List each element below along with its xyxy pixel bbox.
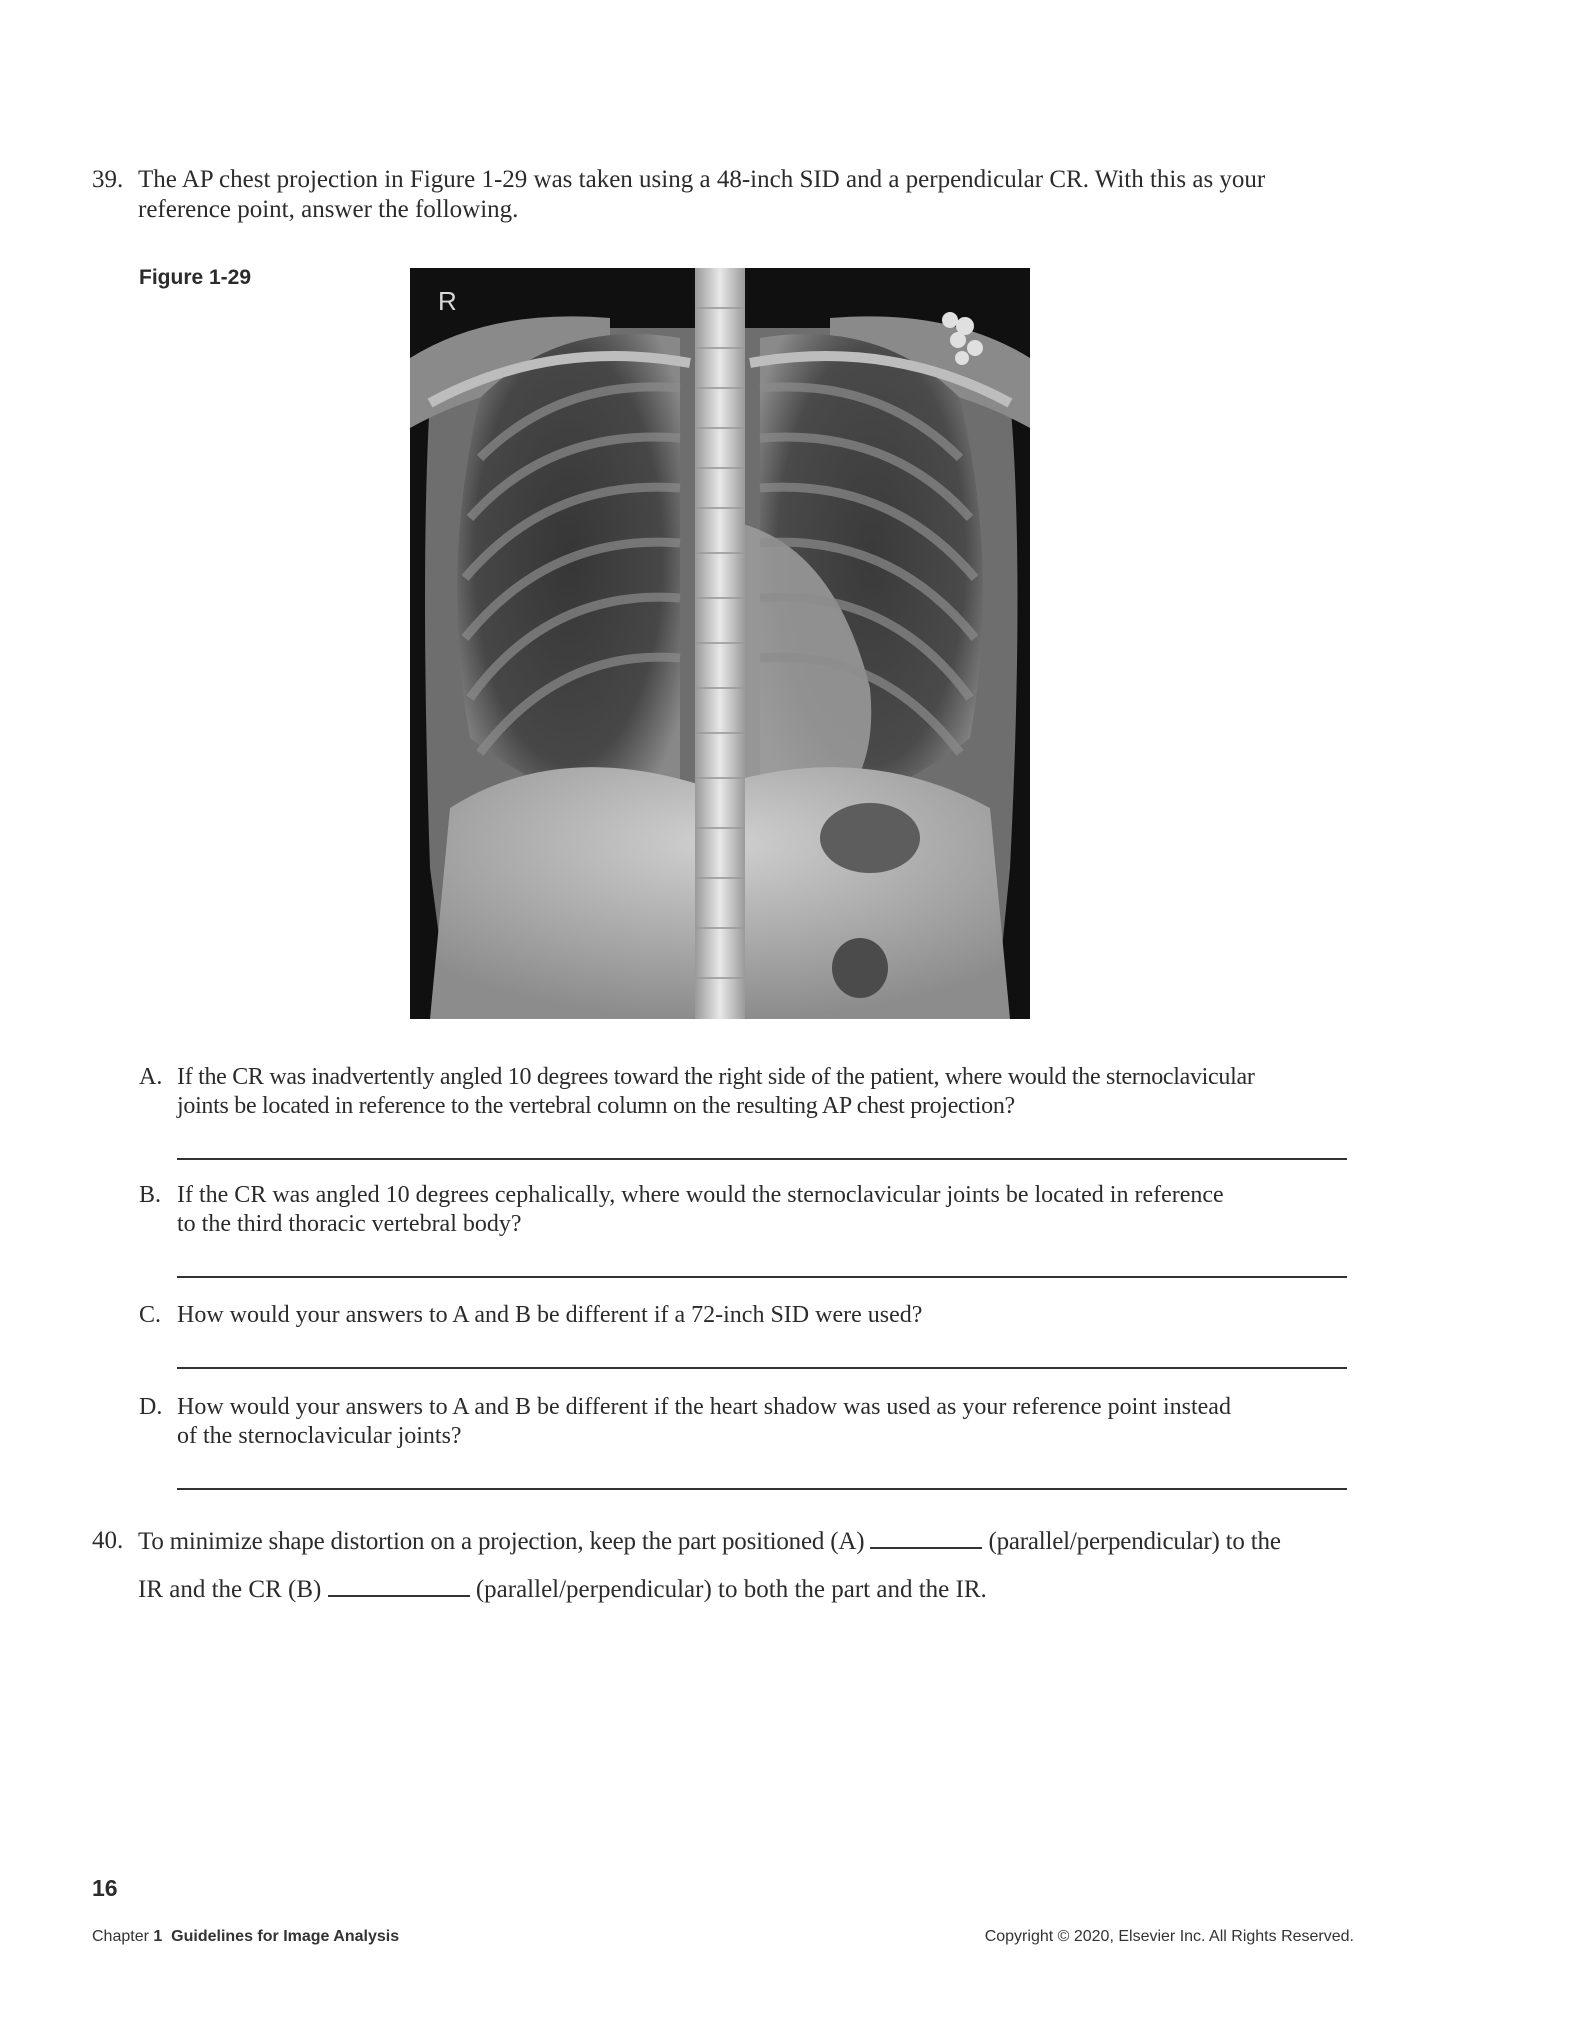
question-40-line1-part-b: (parallel/perpendicular) to the: [988, 1528, 1281, 1555]
question-40-line2-part-b: (parallel/perpendicular) to both the part and the IR.: [475, 1576, 987, 1603]
side-marker: R: [438, 286, 457, 316]
subquestion-d-line1: How would your answers to A and B be different if the heart shadow was used as your reference point instead: [177, 1394, 1231, 1420]
chapter-prefix: Chapter: [92, 1928, 149, 1945]
chest-xray-image: [410, 268, 1030, 1019]
subquestion-c-line1: How would your answers to A and B be different if a 72-inch SID were used?: [177, 1302, 923, 1328]
subquestion-c-letter: C.: [139, 1302, 162, 1328]
blank-a[interactable]: [870, 1525, 982, 1549]
question-40-line2: [138, 1573, 987, 1605]
question-39-text-line1: The AP chest projection in Figure 1-29 was taken using a 48-inch SID and a perpendicular CR. With this as your: [138, 166, 1266, 193]
chapter-title: Guidelines for Image Analysis: [171, 1928, 400, 1945]
question-39-text-line2: reference point, answer the following.: [138, 196, 519, 223]
question-39-number: 39.: [92, 166, 124, 193]
question-40-line1: [138, 1525, 1281, 1557]
question-40-line1-part-a: To minimize shape distortion on a projection, keep the part positioned (A): [138, 1528, 865, 1555]
subquestion-a-line2: joints be located in reference to the vertebral column on the resulting AP chest projection?: [177, 1093, 1015, 1119]
chapter-footer: [92, 1928, 399, 1946]
subquestion-a-line1: If the CR was inadvertently angled 10 degrees toward the right side of the patient, where would the sternoclavicular: [177, 1064, 1255, 1090]
blank-b[interactable]: [328, 1573, 470, 1597]
page-number: 16: [92, 1875, 118, 1901]
answer-line-c[interactable]: [177, 1367, 1347, 1369]
question-40-line2-part-a: IR and the CR (B): [138, 1576, 322, 1603]
subquestion-a-letter: A.: [139, 1064, 163, 1090]
chapter-number: 1: [153, 1928, 163, 1945]
subquestion-b-line2: to the third thoracic vertebral body?: [177, 1211, 522, 1237]
answer-line-a[interactable]: [177, 1158, 1347, 1160]
subquestion-b-line1: If the CR was angled 10 degrees cephalically, where would the sternoclavicular joints be located in reference: [177, 1182, 1224, 1208]
question-40-number: 40.: [92, 1527, 124, 1554]
answer-line-b[interactable]: [177, 1276, 1347, 1278]
copyright-notice: Copyright © 2020, Elsevier Inc. All Rights Reserved.: [984, 1928, 1354, 1945]
subquestion-b-letter: B.: [139, 1182, 162, 1208]
figure-label: Figure 1-29: [139, 266, 252, 289]
subquestion-d-letter: D.: [139, 1394, 163, 1420]
subquestion-d-line2: of the sternoclavicular joints?: [177, 1423, 462, 1449]
answer-line-d[interactable]: [177, 1488, 1347, 1490]
